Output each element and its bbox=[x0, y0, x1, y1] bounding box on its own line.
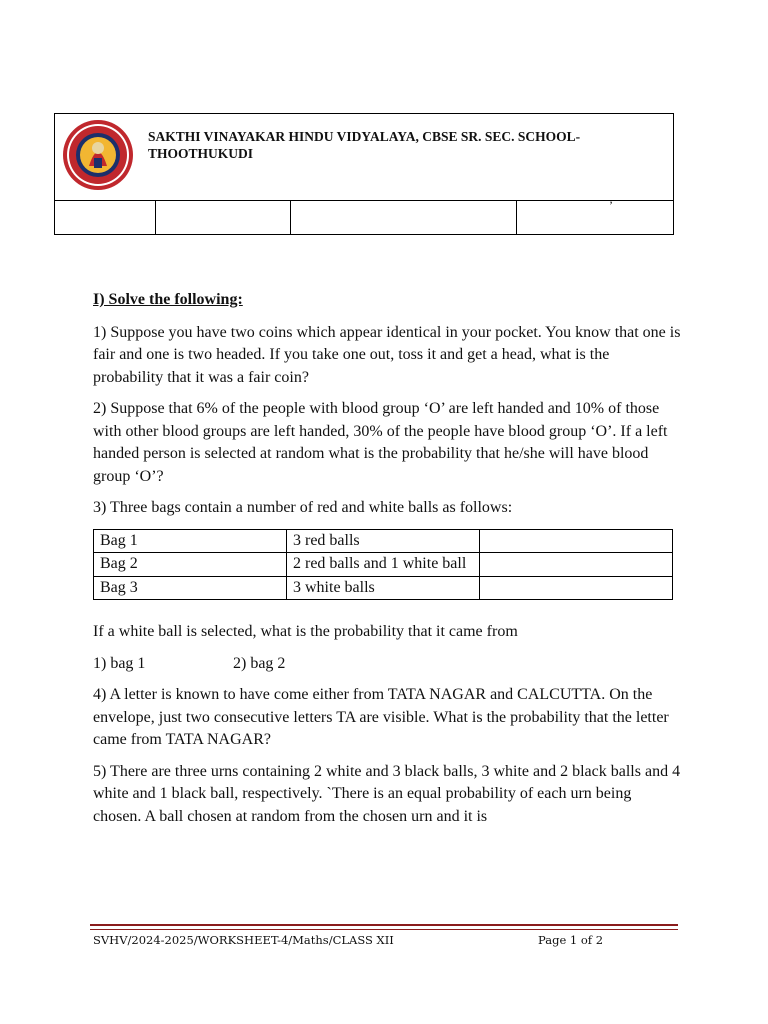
header-info-row bbox=[55, 200, 673, 234]
table-cell bbox=[480, 553, 673, 577]
table-cell: Bag 2 bbox=[94, 553, 287, 577]
table-cell: 2 red balls and 1 white ball bbox=[287, 553, 480, 577]
table-cell: Bag 1 bbox=[94, 529, 287, 553]
header-title-row bbox=[55, 114, 673, 201]
school-logo bbox=[61, 118, 135, 192]
table-cell bbox=[480, 529, 673, 553]
cell-mark: ’ bbox=[609, 198, 613, 212]
footer-document-code: SVHV/2024-2025/WORKSHEET-4/Maths/CLASS XII bbox=[93, 933, 394, 947]
table-cell bbox=[480, 576, 673, 600]
question-3-intro: 3) Three bags contain a number of red and white balls as follows: bbox=[93, 499, 513, 516]
section-title: I) Solve the following: bbox=[93, 291, 243, 308]
footer-rule bbox=[90, 924, 678, 926]
cell-divider bbox=[516, 200, 517, 234]
option-bag-2: 2) bag 2 bbox=[233, 654, 286, 672]
cell-divider bbox=[290, 200, 291, 234]
question-1: 1) Suppose you have two coins which appear identical in your pocket. You know that one is fair and one is two headed. If you take one out, toss it and get a head, what is the probability that it was a fair coin? bbox=[93, 323, 681, 386]
cell-divider bbox=[155, 200, 156, 234]
table-cell: 3 red balls bbox=[287, 529, 480, 553]
option-bag-1: 1) bag 1 bbox=[93, 654, 146, 672]
table-cell: 3 white balls bbox=[287, 576, 480, 600]
footer-rule bbox=[90, 929, 678, 930]
school-name: SAKTHI VINAYAKAR HINDU VIDYALAYA, CBSE SR. SEC. SCHOOL-THOOTHUKUDI bbox=[148, 129, 581, 161]
question-3-options bbox=[93, 653, 683, 676]
table-row bbox=[94, 529, 673, 553]
question-5: 5) There are three urns containing 2 white and 3 black balls, 3 white and 2 black balls and 4 white and 1 black ball, respectively. `There is an equal probability of each urn being chosen. A ball chosen at random from the chosen urn and it is bbox=[93, 762, 681, 825]
worksheet-content bbox=[93, 289, 683, 837]
table-row bbox=[94, 553, 673, 577]
bags-table bbox=[93, 529, 673, 601]
question-4: 4) A letter is known to have come either from TATA NAGAR and CALCUTTA. On the envelope, just two consecutive letters TA are visible. What is the probability that the letter came from TATA NAGAR? bbox=[93, 686, 669, 748]
table-row bbox=[94, 576, 673, 600]
footer-page-number: Page 1 of 2 bbox=[538, 933, 604, 947]
school-header-box bbox=[54, 113, 674, 235]
table-cell: Bag 3 bbox=[94, 576, 287, 600]
question-3-text: If a white ball is selected, what is the probability that it came from bbox=[93, 623, 518, 640]
question-2: 2) Suppose that 6% of the people with blood group ‘O’ are left handed and 10% of those with other blood groups are left handed, 30% of the people have blood group ‘O’. If a left handed person is selected at random what is the probability that he/she will have blood group ‘O’? bbox=[93, 400, 668, 485]
